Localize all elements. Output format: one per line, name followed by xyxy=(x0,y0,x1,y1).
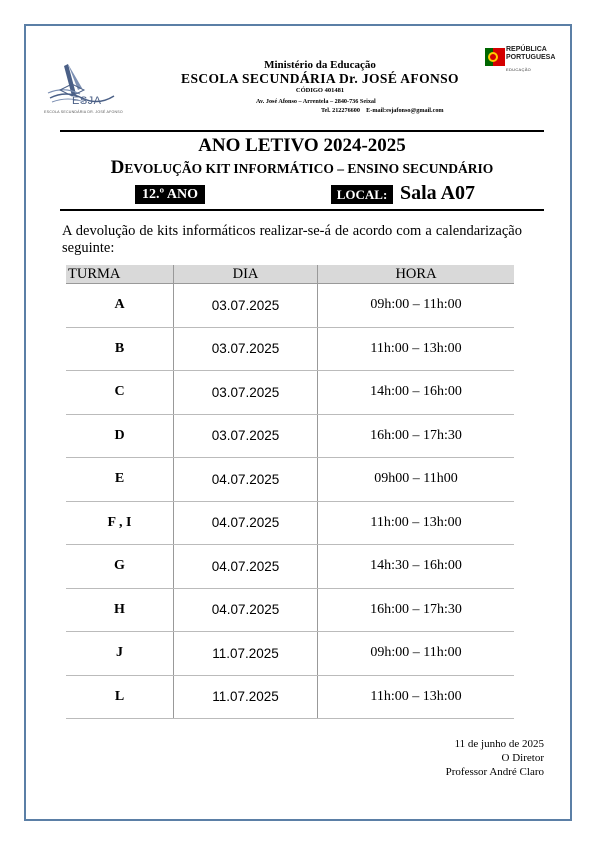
cell-turma: B xyxy=(66,327,174,371)
school-email: E-mail:esjafonso@gmail.com xyxy=(366,107,444,114)
cell-hora: 11h:00 – 13h:00 xyxy=(318,327,515,371)
header-dia: DIA xyxy=(174,265,318,284)
cell-dia: 03.07.2025 xyxy=(174,284,318,328)
schedule-table xyxy=(66,265,514,719)
republic-name xyxy=(506,46,555,62)
cell-turma: C xyxy=(66,371,174,415)
table-row xyxy=(66,458,514,502)
ministry-name: Ministério da Educação xyxy=(264,59,376,71)
table-row xyxy=(66,327,514,371)
cell-turma: D xyxy=(66,414,174,458)
cell-hora: 14h:00 – 16h:00 xyxy=(318,371,515,415)
subtitle-text: EVOLUÇÃO KIT INFORMÁTICO – ENSINO SECUNDÁRIO xyxy=(124,161,494,176)
cell-dia: 04.07.2025 xyxy=(174,545,318,589)
cell-hora: 11h:00 – 13h:00 xyxy=(318,675,515,719)
cell-turma: E xyxy=(66,458,174,502)
signoff xyxy=(446,737,544,779)
table-row xyxy=(66,371,514,415)
divider-top xyxy=(60,130,544,132)
cell-dia: 03.07.2025 xyxy=(174,327,318,371)
republic-line2: PORTUGUESA xyxy=(506,54,556,61)
school-phone: Tel. 212276600 xyxy=(321,107,360,114)
cell-hora: 09h00 – 11h00 xyxy=(318,458,515,502)
cell-dia: 03.07.2025 xyxy=(174,371,318,415)
cell-hora: 11h:00 – 13h:00 xyxy=(318,501,515,545)
cell-hora: 14h:30 – 16h:00 xyxy=(318,545,515,589)
table-header-row xyxy=(66,265,514,284)
school-address: Av. José Afonso – Arrentela – 2840-736 Seixal xyxy=(256,98,376,105)
table-row xyxy=(66,284,514,328)
school-name: ESCOLA SECUNDÁRIA Dr. JOSÉ AFONSO xyxy=(181,71,459,86)
cell-hora: 09h:00 – 11h:00 xyxy=(318,284,515,328)
cell-dia: 11.07.2025 xyxy=(174,675,318,719)
school-contacts xyxy=(321,107,444,114)
divider-bottom xyxy=(60,209,544,211)
signoff-role: O Diretor xyxy=(501,752,544,764)
cell-dia: 04.07.2025 xyxy=(174,501,318,545)
table-row xyxy=(66,545,514,589)
cell-dia: 04.07.2025 xyxy=(174,588,318,632)
school-code: CÓDIGO 401481 xyxy=(295,87,345,94)
room-name: Sala A07 xyxy=(400,182,476,204)
local-label: LOCAL: xyxy=(331,185,393,204)
republic-subtitle: EDUCAÇÃO xyxy=(506,67,532,72)
cell-hora: 16h:00 – 17h:30 xyxy=(318,588,515,632)
intro-paragraph: A devolução de kits informáticos realizar-se-á de acordo com a calendarização seguinte: xyxy=(62,223,522,256)
cell-turma: G xyxy=(66,545,174,589)
cell-turma: L xyxy=(66,675,174,719)
cell-dia: 04.07.2025 xyxy=(174,458,318,502)
school-year-title: ANO LETIVO 2024-2025 xyxy=(198,135,406,156)
school-logo-subtext: ESCOLA SECUNDÁRIA DR. JOSÉ AFONSO xyxy=(44,110,123,114)
signoff-date: 11 de junho de 2025 xyxy=(454,738,544,750)
grade-badge: 12.º ANO xyxy=(135,185,205,204)
school-logo-text: ESJA xyxy=(72,95,102,107)
signoff-name: Professor André Claro xyxy=(445,766,544,778)
cell-turma: J xyxy=(66,632,174,676)
table-row xyxy=(66,675,514,719)
subtitle-initial: D xyxy=(110,157,125,178)
table-row xyxy=(66,632,514,676)
cell-turma: H xyxy=(66,588,174,632)
table-row xyxy=(66,588,514,632)
republic-line1: REPÚBLICA xyxy=(506,46,547,53)
header-turma: TURMA xyxy=(66,265,174,284)
cell-dia: 03.07.2025 xyxy=(174,414,318,458)
letterhead xyxy=(160,59,480,95)
table-row xyxy=(66,501,514,545)
document-subtitle xyxy=(60,158,544,179)
header-hora: HORA xyxy=(318,265,515,284)
cell-hora: 09h:00 – 11h:00 xyxy=(318,632,515,676)
cell-hora: 16h:00 – 17h:30 xyxy=(318,414,515,458)
cell-turma: A xyxy=(66,284,174,328)
cell-turma: F , I xyxy=(66,501,174,545)
cell-dia: 11.07.2025 xyxy=(174,632,318,676)
table-row xyxy=(66,414,514,458)
